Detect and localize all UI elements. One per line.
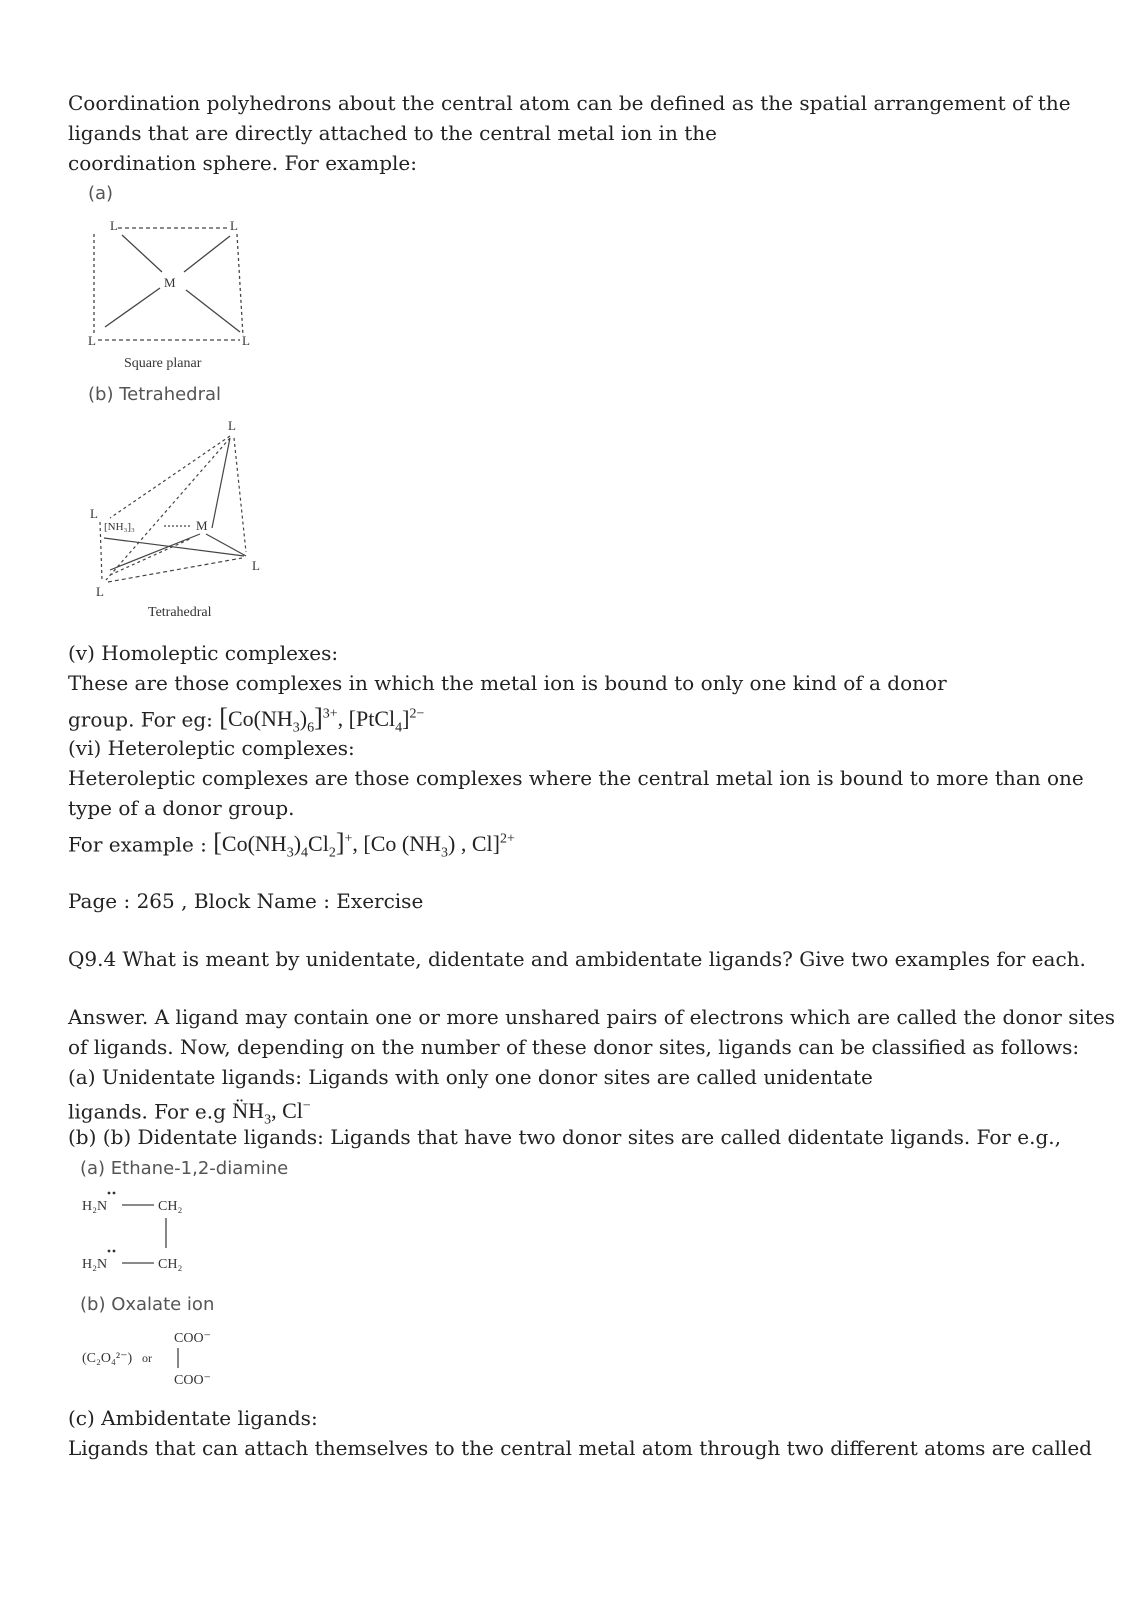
tetrahedral-diagram bbox=[80, 410, 280, 630]
intro-line-1: Coordination polyhedrons about the central atom can be defined as the spatial arrangement of the bbox=[68, 91, 1071, 115]
en-ch2-bottom: CH₂ bbox=[158, 1257, 183, 1272]
homoleptic-heading: (v) Homoleptic complexes: bbox=[68, 641, 339, 665]
answer-line-3: (a) Unidentate ligands: Ligands with only one donor sites are called unidentate bbox=[68, 1065, 873, 1089]
ox-or: or bbox=[142, 1351, 152, 1365]
sp-metal: M bbox=[164, 275, 176, 290]
unidentate-examples: $N̈H_3$, Cl− bbox=[232, 1098, 311, 1128]
ambidentate-heading: (c) Ambidentate ligands: bbox=[68, 1406, 318, 1430]
en-h2n-bottom: H₂N bbox=[82, 1257, 108, 1272]
homoleptic-text: These are those complexes in which the metal ion is bound to only one kind of a donor bbox=[68, 671, 947, 695]
en-h2n-top: H₂N bbox=[82, 1199, 108, 1214]
heteroleptic-heading: (vi) Heteroleptic complexes: bbox=[68, 736, 355, 760]
homoleptic-example-prefix: group. For eg: bbox=[68, 707, 213, 732]
sp-ligand-4: L bbox=[242, 333, 250, 348]
question: Q9.4 What is meant by unidentate, didentate and ambidentate ligands? Give two examples for each. bbox=[68, 947, 1086, 971]
td-ligand-bottom: L bbox=[96, 584, 104, 599]
homoleptic-formula: $[Co(NH_3)_6]^{3+}$, [PtCl$_4$]$^{2-}$ bbox=[219, 703, 425, 736]
square-planar-diagram bbox=[80, 210, 280, 380]
oxalate-structure bbox=[76, 1322, 276, 1392]
heteroleptic-text-1: Heteroleptic complexes are those complexes where the central metal ion is bound to more than one bbox=[68, 766, 1084, 790]
answer-line-5: (b) (b) Didentate ligands: Ligands that have two donor sites are called didentate ligands. For e.g., bbox=[68, 1125, 1062, 1149]
td-ligand-right: L bbox=[252, 558, 260, 573]
td-caption: Tetrahedral bbox=[148, 605, 212, 620]
heteroleptic-example-prefix: For example : bbox=[68, 832, 207, 857]
td-metal: M bbox=[196, 518, 208, 533]
heteroleptic-formula: $[Co(NH_3)_4Cl_2]^+$, [Co $(NH_3)$ , Cl]$^{2+}$ bbox=[213, 828, 515, 861]
sp-ligand-2: L bbox=[230, 218, 238, 233]
answer-line-1: Answer. A ligand may contain one or more unshared pairs of electrons which are called the donor sites bbox=[68, 1005, 1116, 1029]
en-ch2-top: CH₂ bbox=[158, 1199, 183, 1214]
ambidentate-text: Ligands that can attach themselves to the central metal atom through two different atoms are called bbox=[68, 1436, 1092, 1460]
ox-coo-top: COO⁻ bbox=[174, 1331, 211, 1346]
sp-caption: Square planar bbox=[124, 356, 202, 371]
figure-ox-label: (b) Oxalate ion bbox=[80, 1294, 215, 1315]
answer-line-4-prefix: ligands. For e.g bbox=[68, 1099, 226, 1124]
td-overlay-text: [NH₃]₃ bbox=[104, 521, 135, 533]
intro-line-2: ligands that are directly attached to the central metal ion in the bbox=[68, 121, 717, 145]
ox-formula: (C₂O₄²⁻) bbox=[82, 1351, 133, 1366]
heteroleptic-example bbox=[68, 825, 515, 869]
figure-b-label: (b) Tetrahedral bbox=[88, 384, 222, 405]
sp-ligand-3: L bbox=[88, 333, 96, 348]
page-info: Page : 265 , Block Name : Exercise bbox=[68, 889, 424, 913]
figure-en-label: (a) Ethane-1,2-diamine bbox=[80, 1158, 289, 1179]
intro-line-3: coordination sphere. For example: bbox=[68, 151, 417, 175]
answer-line-2: of ligands. Now, depending on the number of these donor sites, ligands can be classified as follows: bbox=[68, 1035, 1080, 1059]
ethylenediamine-structure bbox=[76, 1186, 276, 1286]
heteroleptic-text-2: type of a donor group. bbox=[68, 796, 295, 820]
sp-ligand-1: L bbox=[110, 218, 118, 233]
figure-a-label: (a) bbox=[88, 183, 114, 204]
td-ligand-left: L bbox=[90, 506, 98, 521]
td-ligand-top: L bbox=[228, 418, 236, 433]
ox-coo-bottom: COO⁻ bbox=[174, 1373, 211, 1388]
